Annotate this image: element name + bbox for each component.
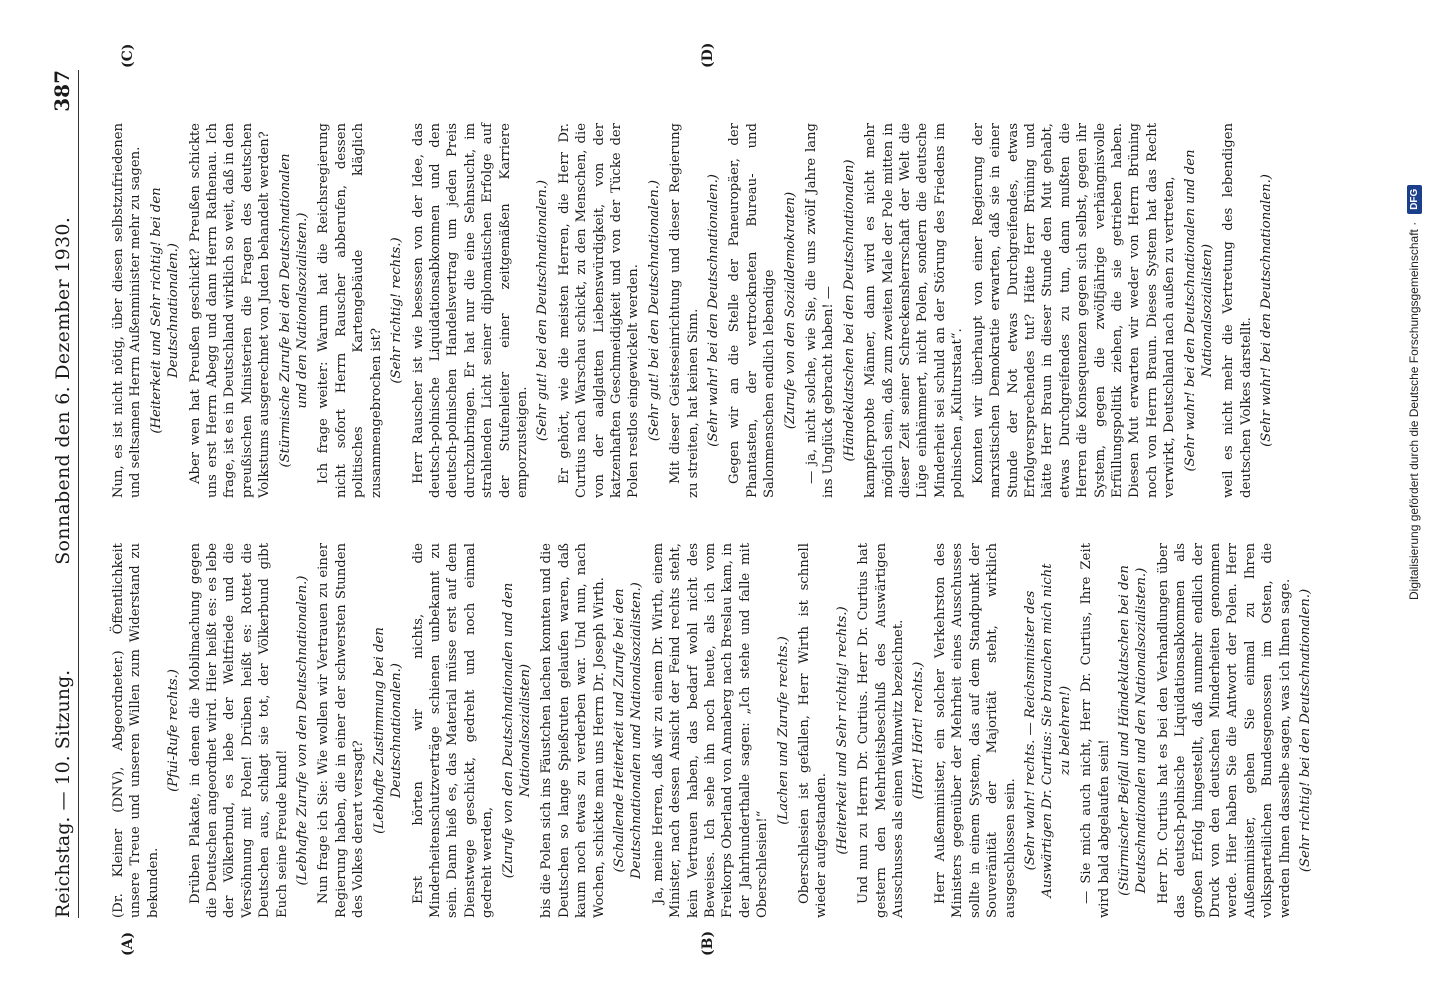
paragraph: Oberschlesien ist gefallen, Herr Wirth ist schnell wieder aufgestanden. [797,543,830,918]
interjection: (Sehr wahr! rechts. — Reichsminister des Auswärtigen Dr. Curtius: Sie brauchen mich nicht zu belehren!) [1022,563,1073,898]
paragraph: Konnten wir überhaupt von einer Regierung der marxistischen Demokratie erwarten, daß sie in einer Stunde der Not etwas Durchgreifendes, etwas Erfolgversprechendes tut? Hätte Herr Brüning und hätte Herr Braun in dieser Stunde den Mut gehabt, etwas Durchgreifendes zu tun, dann mußten die Herren die Konsequenzen gegen sich selbst, gegen ihr System, gegen die zwölfjährige verhängnisvolle Erfüllungspolitik ziehen, die sie getrieben haben. Diesen Mut erwarten wir weder von Herrn Brüning noch von Herrn Braun. Dieses System hat das Recht verwirkt, Deutschland nach außen zu vertreten, [970,123,1178,498]
paragraph: Nun, es ist nicht nötig, über diesen selbstzufriedenen und seltsamen Herrn Außenminister mehr zu sagen. [111,123,144,498]
interjection: (Zurufe von den Deutschnationalen und den Nationalsozialisten) [500,582,533,879]
paragraph: Aber wen hat Preußen geschickt? Preußen schickte uns erst Herrn Abegg und dann Herrn Rathenau. Ich frage, ist es in Deutschland wirklich so weit, daß in den preußischen Ministerien die Fragen des deutschen Volkstums ausgerechnet von Juden behandelt werden? [187,123,273,498]
paragraph: Herr Rauscher ist wie besessen von der Idee, das deutsch-polnische Liquidationsabkommen und den deutsch-polnischen Handelsvertrag um jeden Preis durchzubringen. Er hat nur die eine Sehnsucht, im strahlenden Licht seiner diplomatischen Erfolge auf der Stufenleiter einer zeitgemäßen Karriere emporzusteigen. [410,123,530,498]
paragraph: kampferprobte Männer, dann wird es nicht mehr möglich sein, daß zum zweiten Male der Pole mitten in dieser Zeit seiner Schreckensherrschaft der Welt die Lüge einhämmert, nicht Polen, sondern die deutsche Minderheit sei schuld an der Störung des Friedens im polnischen „Kulturstaat“. [863,123,966,498]
paragraph: Ich frage weiter: Warum hat die Reichsregierung nicht sofort Herrn Rauscher abberufen, dessen politisches Kartengebäude kläglich zusammengebrochen ist? [316,123,384,498]
interjection: (Hört! Hört! rechts.) [911,661,927,800]
header-date: Sonnabend den 6. Dezember 1930. [52,216,74,565]
dfg-logo: DFG [1407,185,1422,214]
page-header [38,70,79,918]
margin-marker-c: (C) [120,43,136,68]
paragraph: Er gehört, wie die meisten Herren, die Herr Dr. Curtius nach Warschau schickt, zu den Menschen, die von der aalglatten Liebenswürdigkeit, von der katzenhaften Geschmeidigkeit und von der Tücke der Polen restlos eingewickelt werden. [556,123,642,498]
paragraph: Nun frage ich Sie: Wie wollen wir Vertrauen zu einer Regierung haben, die in einer der schwersten Stunden des Volkes derart versagt? [316,543,367,918]
paragraph: Drüben Plakate, in denen die Mobilmachung gegen die Deutschen angeordnet wird. Hier heißt es: es lebe der Völkerbund, es lebe der Weltfriede und die Versöhnung mit Polen! Drüben heißt es: Rottet die Deutschen aus, schlagt sie tot, der Völkerbund gibt Euch seine Freude kund! [187,543,290,918]
digitization-text: Digitalisierung gefördert durch die Deutsche Forschungsgemeinschaft · [1407,221,1421,600]
interjection: (Sehr richtig! bei den Deutschnationalen.) [1298,588,1313,873]
margin-marker-b: (B) [700,930,716,956]
paragraph: (Dr. Kleiner (DNV), Abgeordneter.) Öffentlichkeit unsere Treue und unseren Willen zum Widerstand zu bekunden. [111,543,161,918]
interjection: (Sehr wahr! bei den Deutschnationalen und den Nationalsozialisten) [1182,149,1215,472]
header-left: Reichstag. — 10. Sitzung. [52,669,74,918]
margin-marker-d: (D) [700,42,716,68]
paragraph: — Sie mich auch nicht, Herr Dr. Curtius, Ihre Zeit wird bald abgelaufen sein! [1079,543,1112,918]
paragraph: Erst hörten wir nichts, die Minderheitenschutzverträge schienen unbekannt zu sein. Dann hieß es, das Material müsse erst auf dem Dienstwege geschickt, gedreht und noch einmal gedreht werden, [410,543,496,918]
interjection: (Stürmische Zurufe bei den Deutschnationalen und den Nationalsozialisten.) [277,153,311,468]
interjection: (Stürmischer Beifall und Händeklatschen bei den Deutschnationalen und den Nationalsozialisten.) [1116,565,1150,896]
page-number: 387 [50,70,74,112]
paragraph: — ja, nicht solche, wie Sie, die uns zwölf Jahre lang ins Unglück gebracht haben! — [804,123,837,498]
interjection: (Lebhafte Zustimmung bei den Deutschnationalen.) [371,627,405,834]
interjection: (Sehr gut! bei den Deutschnationalen.) [535,179,551,442]
interjection: (Lebhafte Zurufe von den Deutschnationalen.) [295,575,311,886]
interjection: (Sehr wahr! bei den Deutschnationalen.) [706,174,721,447]
interjection: (Lachen und Zurufe rechts.) [775,636,791,825]
left-column [110,543,1318,918]
interjection: (Heiterkeit und Sehr richtig! bei den Deutschnationalen.) [148,187,182,434]
paragraph: weil es nicht mehr die Vertretung des lebendigen deutschen Volkes darstellt. [1221,123,1254,498]
interjection: (Schallende Heiterkeit und Zurufe bei den Deutschnationalen und Nationalsozialisten.) [611,582,645,879]
paragraph: Mit dieser Geisteseinrichtung und dieser Regierung zu streiten, hat keinen Sinn. [668,123,701,498]
paragraph: Gegen wir an die Stelle der Paneuropäer, der Phantasten, der vertrockneten Bureau- und Salonmenschen endlich lebendige [727,123,778,498]
interjection: (Sehr wahr! bei den Deutschnationalen.) [1259,174,1275,447]
interjection: (Pfui-Rufe rechts.) [166,669,182,792]
interjection: (Händeklatschen bei den Deutschnationalen) [841,159,857,462]
paragraph: Herr Außenminister, ein solcher Verkehrston des Ministers gegenüber der Mehrheit eines Ausschusses sollte in einem System, das auf dem Standpunkt der Souveränität der Majorität steht, wirklich ausgeschlossen sein. [932,543,1018,918]
paragraph: Ja, meine Herren, daß wir zu einem Dr. Wirth, einem Minister, nach dessen Ansicht der Feind rechts steht, kein Vertrauen haben, das bedarf wohl nicht des Beweises. Ich sehe ihn noch heute, als ich vom Freikorps Oberland von Annaberg nach Breslau kam, in der Jahrhunderthalle sagen: „Ich stehe und falle mit Oberschlesien!“ [650,543,771,918]
interjection: (Sehr richtig! rechts.) [389,237,405,384]
right-column [110,123,1280,498]
margin-marker-a: (A) [120,931,136,956]
paragraph: Und nun zu Herrn Dr. Curtius. Herr Dr. Curtius hat gestern den Mehrheitsbeschluß des Auswärtigen Ausschusses als einen Wahnwitz bezeichnet. [856,543,907,918]
paragraph: Herr Dr. Curtius hat es bei den Verhandlungen über das deutsch-polnische Liquidationsabkommen als großen Erfolg hingestellt, daß nunmehr endlich der Druck von den deutschen Minderheiten genommen werde. Hier haben Sie die Antwort der Polen. Herr Außenminister, gehen Sie einmal zu Ihren volksparteilichen Bundesgenossen im Osten, die werden Ihnen dasselbe sagen, was ich Ihnen sage. [1155,543,1293,918]
interjection: (Sehr gut! bei den Deutschnationalen.) [646,179,662,442]
digitization-note [1400,0,1428,600]
interjection: (Heiterkeit und Sehr richtig! rechts.) [834,606,850,855]
paragraph: bis die Polen sich ins Fäustchen lachen konnten und die Deutschen so lange Spießruten gelaufen waren, daß kaum noch etwas zu verderben war. Und nun, nach Wochen, schickte man uns Herrn Dr. Joseph Wirth. [539,543,607,918]
interjection: (Zurufe von den Sozialdemokraten) [782,191,798,430]
